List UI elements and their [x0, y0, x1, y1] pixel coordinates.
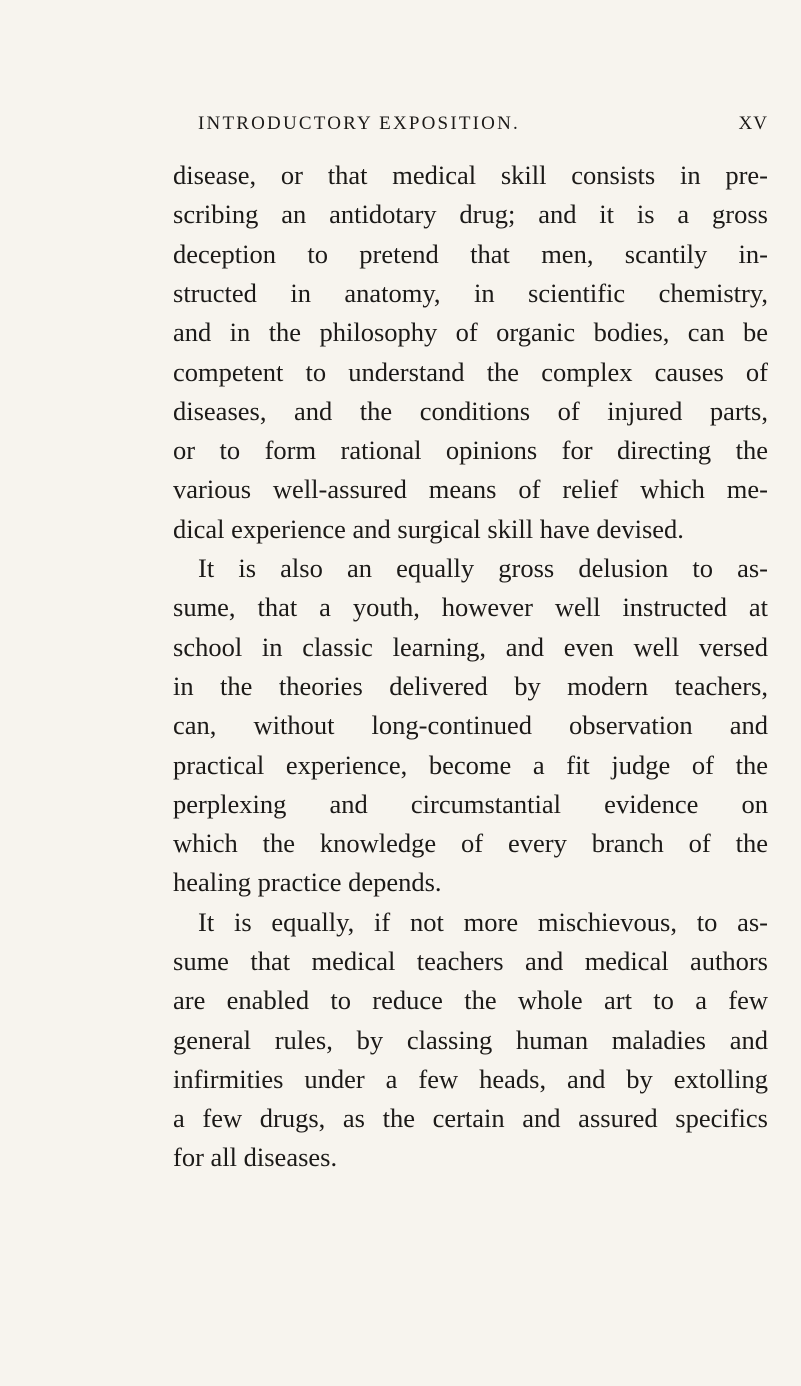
- text-line: various well-assured means of relief which me-: [173, 474, 768, 504]
- text-line: in the theories delivered by modern teachers,: [173, 671, 768, 701]
- text-line: disease, or that medical skill consists in pre-: [173, 160, 768, 190]
- text-line: or to form rational opinions for directing the: [173, 435, 768, 465]
- text-line: general rules, by classing human maladies and: [173, 1025, 768, 1055]
- text-line: perplexing and circumstantial evidence on: [173, 789, 768, 819]
- text-line: diseases, and the conditions of injured parts,: [173, 396, 768, 426]
- text-line: a few drugs, as the certain and assured specifics: [173, 1103, 768, 1133]
- text-line: which the knowledge of every branch of the: [173, 828, 768, 858]
- text-line: It is equally, if not more mischievous, to as-: [198, 907, 768, 937]
- text-line: structed in anatomy, in scientific chemistry,: [173, 278, 768, 308]
- text-line: dical experience and surgical skill have devised.: [173, 514, 684, 544]
- text-line: deception to pretend that men, scantily in-: [173, 239, 768, 269]
- text-line: school in classic learning, and even well versed: [173, 632, 768, 662]
- running-head: [198, 113, 768, 141]
- text-line: It is also an equally gross delusion to as-: [198, 553, 768, 583]
- text-line: sume that medical teachers and medical authors: [173, 946, 768, 976]
- page-number: XV: [738, 113, 768, 134]
- text-line: for all diseases.: [173, 1142, 338, 1172]
- text-line: are enabled to reduce the whole art to a few: [173, 985, 768, 1015]
- text-line: healing practice depends.: [173, 867, 442, 897]
- text-line: can, without long-continued observation and: [173, 710, 768, 740]
- text-line: and in the philosophy of organic bodies, can be: [173, 317, 768, 347]
- text-line: practical experience, become a fit judge of the: [173, 750, 768, 780]
- text-line: competent to understand the complex causes of: [173, 357, 768, 387]
- text-line: infirmities under a few heads, and by extolling: [173, 1064, 768, 1094]
- text-line: sume, that a youth, however well instructed at: [173, 592, 768, 622]
- text-line: scribing an antidotary drug; and it is a gross: [173, 199, 768, 229]
- running-title: INTRODUCTORY EXPOSITION.: [198, 113, 520, 134]
